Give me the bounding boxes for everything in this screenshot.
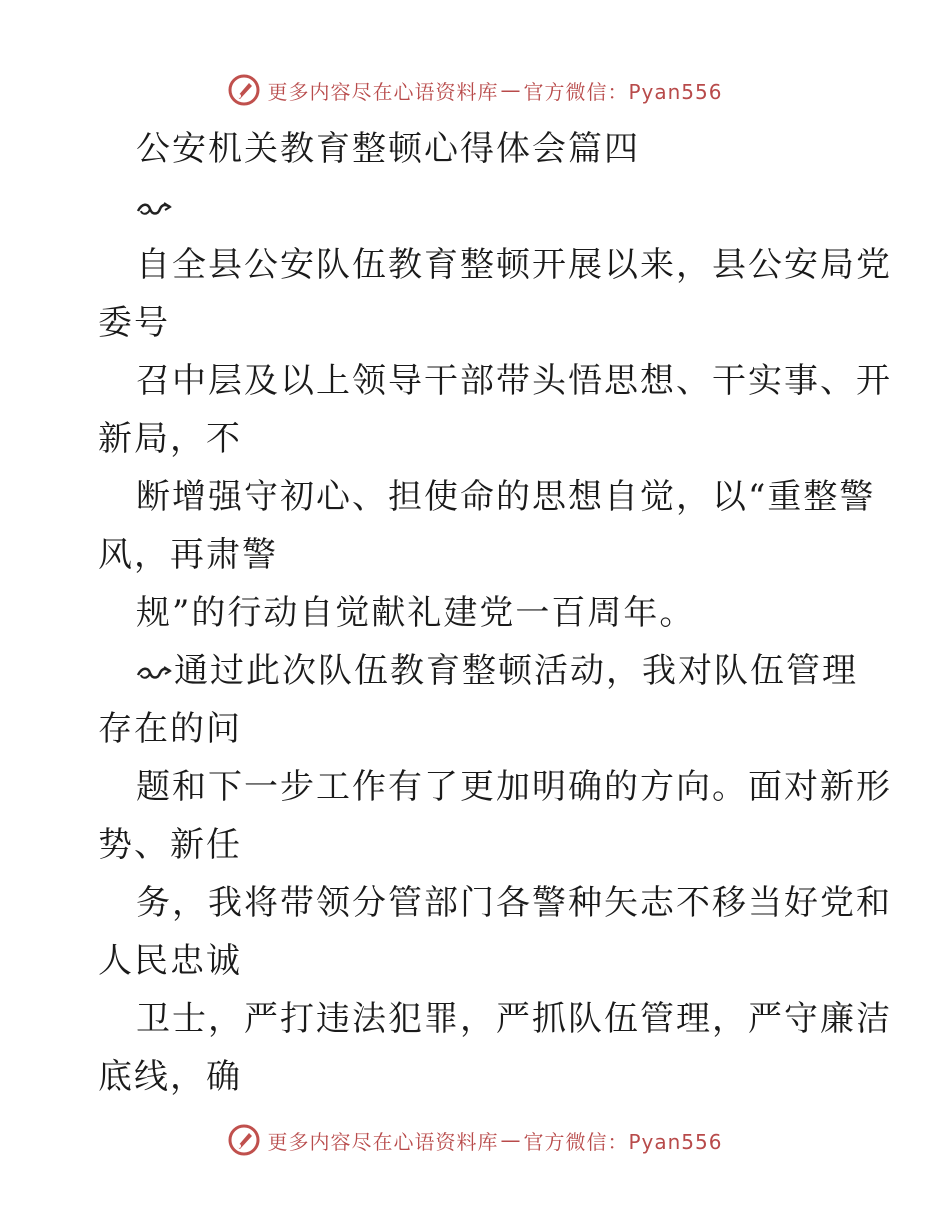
paragraph-line-with-flourish xyxy=(98,642,858,700)
flourish-icon xyxy=(136,663,172,683)
watermark-text: 更多内容尽在心语资料库 xyxy=(267,79,499,104)
header-watermark xyxy=(0,70,950,110)
pen-nib-logo-icon xyxy=(227,1123,261,1157)
watermark-separator: — xyxy=(500,78,522,102)
paragraph-line: 势、新任 xyxy=(98,825,242,865)
paragraph-line: 自全县公安队伍教育整顿开展以来，县公安局党 xyxy=(136,245,892,285)
paragraph-text: 通过此次队伍教育整顿活动，我对队伍管理 xyxy=(174,651,858,691)
document-body xyxy=(98,120,892,1106)
paragraph-line: 底线，确 xyxy=(98,1057,242,1097)
paragraph-line: 存在的问 xyxy=(98,709,242,749)
paragraph-line: 委号 xyxy=(98,303,170,343)
paragraph-line: 务，我将带领分管部门各警种矢志不移当好党和 xyxy=(136,883,892,923)
flourish-icon xyxy=(136,199,172,219)
watermark-wechat: 官方微信：Pyan556 xyxy=(523,79,723,104)
paragraph-line: 召中层及以上领导干部带头悟思想、干实事、开 xyxy=(136,361,892,401)
footer-watermark xyxy=(0,1120,950,1160)
paragraph-line: 断增强守初心、担使命的思想自觉，以“重整警 xyxy=(136,477,876,517)
paragraph-line: 人民忠诚 xyxy=(98,941,242,981)
paragraph-line: 题和下一步工作有了更加明确的方向。面对新形 xyxy=(136,767,892,807)
paragraph-line: 新局，不 xyxy=(98,419,242,459)
paragraph-line: 卫士，严打违法犯罪，严抓队伍管理，严守廉洁 xyxy=(136,999,892,1039)
watermark-text: 更多内容尽在心语资料库 xyxy=(267,1129,499,1154)
watermark-wechat: 官方微信：Pyan556 xyxy=(523,1129,723,1154)
paragraph-line: 风，再肃警 xyxy=(98,535,278,575)
pen-nib-logo-icon xyxy=(227,73,261,107)
document-title: 公安机关教育整顿心得体会篇四 xyxy=(136,129,640,169)
flourish-line xyxy=(98,178,858,236)
watermark-separator: — xyxy=(500,1128,522,1152)
paragraph-line: 规”的行动自觉献礼建党一百周年。 xyxy=(136,593,696,633)
